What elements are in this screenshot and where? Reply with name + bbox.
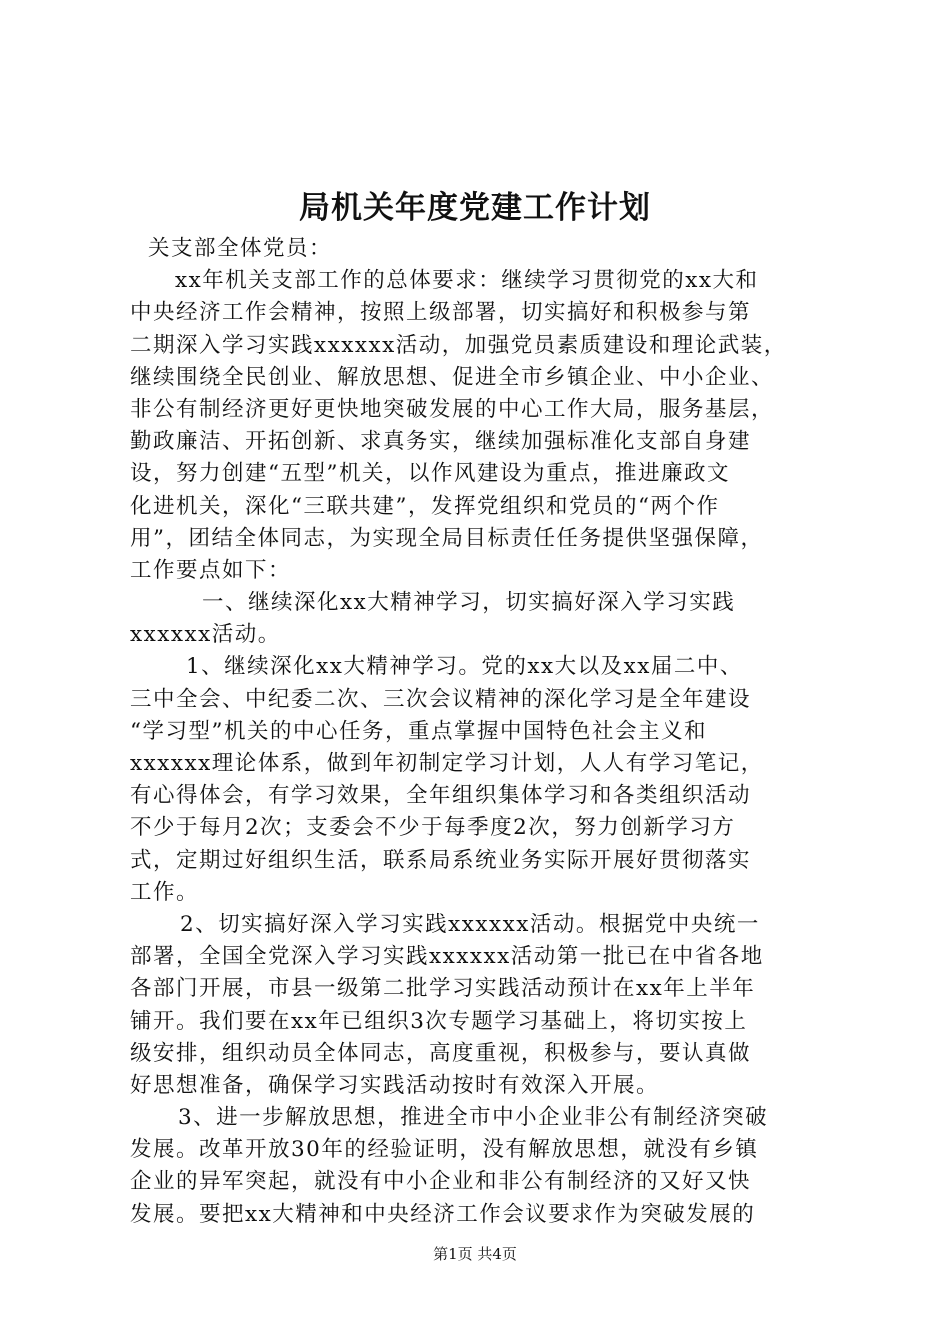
body-line: 有心得体会，有学习效果，全年组织集体学习和各类组织活动 [130,783,752,809]
body-line: 级安排，组织动员全体同志，高度重视，积极参与，要认真做 [130,1040,752,1066]
body-line: 用”，团结全体同志，为实现全局目标责任任务提供坚强保障， [130,525,764,551]
document-title: 局机关年度党建工作计划 [299,190,651,226]
body-line: xxxxxx活动。 [130,622,281,648]
body-line: 各部门开展，市县一级第二批学习实践活动预计在xx年上半年 [130,976,756,1002]
body-line: 发展。要把xx大精神和中央经济工作会议要求作为突破发展的 [130,1201,756,1227]
body-line: 工作。 [130,879,200,905]
body-line: xx年机关支部工作的总体要求：继续学习贯彻党的xx大和 [175,268,759,294]
body-line: 中央经济工作会精神，按照上级部署，切实搞好和积极参与第 [130,300,752,326]
body-line: 关支部全体党员： [148,236,333,261]
body-line: 化进机关，深化“三联共建”，发挥党组织和党员的“两个作 [130,493,720,519]
body-line: 部署，全国全党深入学习实践xxxxxx活动第一批已在中省各地 [130,944,764,970]
body-line: 三中全会、中纪委二次、三次会议精神的深化学习是全年建设 [130,686,752,712]
body-line: xxxxxx理论体系，做到年初制定学习计划，人人有学习笔记， [130,751,764,776]
body-line: 铺开。我们要在xx年已组织3次专题学习基础上，将切实按上 [130,1008,748,1034]
body-line: 工作要点如下： [130,557,292,583]
body-line: 3、进一步解放思想，推进全市中小企业非公有制经济突破 [178,1105,769,1131]
body-line: 好思想准备，确保学习实践活动按时有效深入开展。 [130,1072,660,1098]
body-line: 式，定期过好组织生活，联系局系统业务实际开展好贯彻落实 [130,847,752,873]
body-line: 继续围绕全民创业、解放思想、促进全市乡镇企业、中小企业、 [130,364,775,390]
body-line: 2、切实搞好深入学习实践xxxxxx活动。根据党中央统一 [180,911,760,937]
body-line: 发展。改革开放30年的经验证明，没有解放思想，就没有乡镇 [130,1137,759,1163]
body-line: “学习型”机关的中心任务，重点掌握中国特色社会主义和 [130,718,707,744]
document-body [130,233,840,1231]
body-line: 设，努力创建“五型”机关，以作风建设为重点，推进廉政文 [130,461,730,487]
body-line: 企业的异军突起，就没有中小企业和非公有制经济的又好又快 [130,1169,752,1195]
body-line: 1、继续深化xx大精神学习。党的xx大以及xx届二中、 [186,654,743,680]
body-line: 一、继续深化xx大精神学习，切实搞好深入学习实践 [202,590,736,616]
body-line: 二期深入学习实践xxxxxx活动，加强党员素质建设和理论武装， [130,332,787,358]
body-line: 勤政廉洁、开拓创新、求真务实，继续加强标准化支部自身建 [130,429,752,455]
page-footer: 第1页 共4页 [433,1245,517,1263]
body-line: 非公有制经济更好更快地突破发展的中心工作大局，服务基层， [130,396,775,422]
body-line: 不少于每月2次；支委会不少于每季度2次，努力创新学习方 [130,815,736,841]
